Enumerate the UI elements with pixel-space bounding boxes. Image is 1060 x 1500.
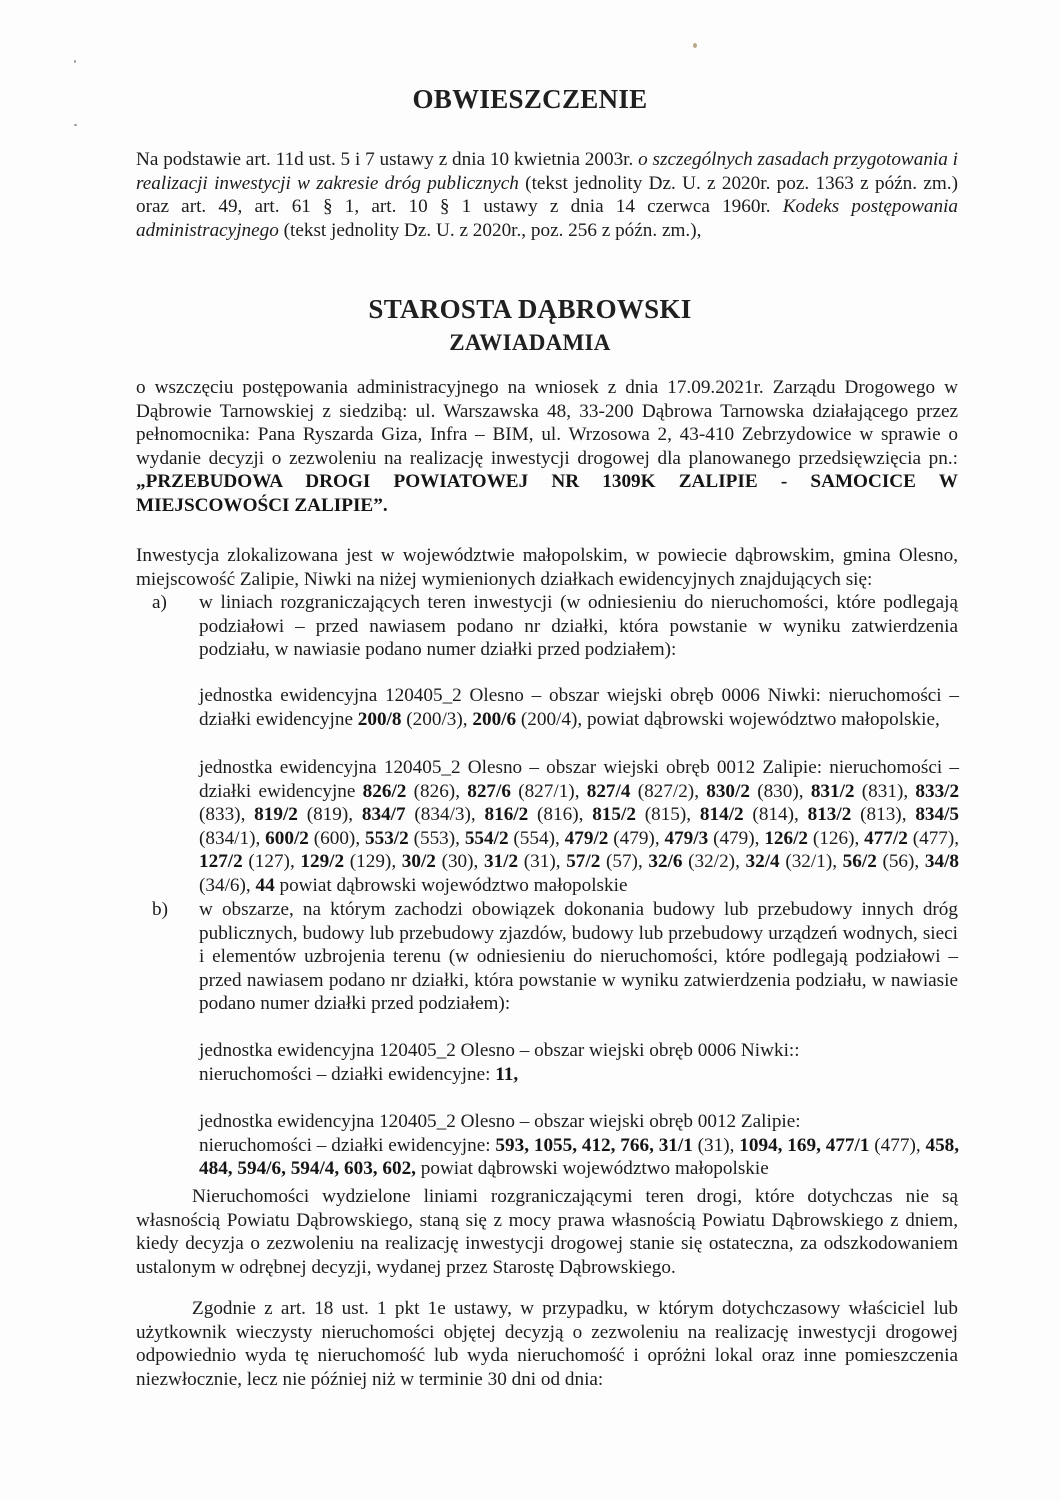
parcel-number: 826/2 — [362, 780, 407, 802]
legal-basis-paragraph — [136, 148, 958, 242]
parcel-previous-number: (554) — [508, 827, 555, 849]
parcel-list-zalipie — [199, 756, 959, 898]
separator: , — [455, 780, 468, 802]
parcel-previous-number: (833) — [199, 804, 241, 826]
separator: , — [854, 827, 865, 849]
parcel-number: 815/2 — [592, 804, 636, 826]
parcel-list-niwki — [199, 684, 959, 731]
separator: , — [255, 827, 266, 849]
parcel-previous-number: (816) — [528, 804, 579, 826]
parcel-number: 56/2 — [842, 851, 877, 873]
parcel-previous-number: (553) — [408, 827, 456, 849]
parcel-previous-number: (834/3) — [405, 804, 471, 826]
item-a-unit-zalipie — [199, 756, 959, 898]
parcel-number: 834/5 — [915, 804, 960, 826]
act-title-kpa: Kodeks postępowania administracyjnego — [136, 196, 958, 241]
parcel-number: 57/2 — [566, 851, 601, 873]
legal-basis-text: (tekst jednolity Dz. U. z 2020r., poz. 256 z późn. zm.), — [278, 219, 702, 241]
parcel-previous-number: (479) — [608, 827, 655, 849]
article-18-text: Zgodnie z art. 18 ust. 1 pkt 1e ustawy, w przypadku, w którym dotychczasowy właściciel lub użytkownik wieczysty nieruchomości objętej decyzją o zezwoleniu na realizację inwestycji drogowej odpowiednio wyda tę nieruchomość lub wyda nieruchomość i opróżni lokal oraz inne pomieszczenia niezwłocznie, lecz nie później niż w terminie 30 dni od dnia: — [136, 1298, 958, 1390]
parcel-previous-number: (827/2) — [630, 780, 695, 802]
parcel-number: 127/2 — [199, 851, 243, 873]
separator: , — [554, 827, 565, 849]
separator: , — [798, 780, 811, 802]
parcel-number: 766, — [620, 1134, 654, 1156]
parcel-number: 479/2 — [564, 827, 609, 849]
separator: , — [348, 804, 362, 826]
parcels-label: jednostka ewidencyjna 120405_2 Olesno – obszar wiejski obręb 0006 Niwki: nieruchomości – działki ewidencyjne — [199, 685, 959, 730]
parcel-number: 32/6 — [648, 851, 683, 873]
parcel-number: 594/4, — [290, 1158, 340, 1180]
separator: , — [574, 780, 587, 802]
legal-basis-text: Na podstawie art. 11d ust. 5 i 7 ustawy z dnia 10 kwietnia 2003r. — [136, 149, 639, 170]
separator: , — [694, 780, 707, 802]
parcel-number: 458, — [925, 1134, 960, 1156]
notice-paragraph — [136, 376, 958, 518]
parcel-number: 44 — [255, 874, 275, 896]
separator: , — [462, 708, 473, 730]
parcel-number: 126/2 — [764, 827, 809, 849]
unit-zalipie-line: jednostka ewidencyjna 120405_2 Olesno – obszar wiejski obręb 0012 Zalipie: — [199, 1111, 801, 1132]
action-heading: ZAWIADAMIA — [449, 330, 611, 355]
legal-basis-text: (tekst jednolity Dz. U. z 2020r. poz. 1363 z późn. zm.) oraz art. 49, art. 61 § 1, art. 10 § 1 ustawy z dnia 14 czerwca 1960r. — [136, 172, 958, 218]
parcel-number: 814/2 — [699, 804, 744, 826]
parcel-previous-number: (477), — [869, 1134, 921, 1156]
item-b — [152, 898, 958, 1016]
parcel-number: 479/3 — [664, 827, 709, 849]
parcel-previous-number: (831) — [854, 780, 904, 802]
document-title: OBWIESZCZENIE — [412, 84, 648, 114]
parcel-number: 30/2 — [401, 851, 436, 873]
parcel-number: 593, — [495, 1134, 529, 1156]
parcel-number: 830/2 — [706, 780, 750, 802]
parcel-number: 1094, — [739, 1134, 783, 1156]
separator: , — [794, 804, 808, 826]
parcel-previous-number: (31) — [518, 851, 556, 873]
parcel-number: 200/8 — [357, 708, 402, 730]
separator: , — [832, 851, 843, 873]
parcel-previous-number: (826) — [406, 780, 456, 802]
parcel-previous-number: (57) — [600, 851, 638, 873]
parcel-previous-number: (200/3) — [401, 708, 463, 730]
parcel-number: 600/2 — [265, 827, 309, 849]
parcel-previous-number: (479) — [708, 827, 755, 849]
item-b-text: w obszarze, na którym zachodzi obowiązek dokonania budowy lub przebudowy innych dróg publicznych, budowy lub przebudowy zjazdów, budowy lub przebudowy urządzeń wodnych, sieci i elementów uzbrojenia terenu (w odniesieniu do nieruchomości, które podlegają podziałowi – przed nawiasem podano nr działki, która powstanie w wyniku zatwierdzenia podziału, w nawiasie podano numer działki przed podziałem): — [199, 899, 958, 1015]
separator: , — [577, 708, 587, 730]
item-b-unit-niwki — [199, 1039, 959, 1086]
parcel-number: 834/7 — [361, 804, 406, 826]
parcel-number: 554/2 — [464, 827, 509, 849]
parcel-previous-number: (600) — [308, 827, 356, 849]
item-a-unit-niwki — [199, 684, 959, 731]
parcel-number: 827/4 — [586, 780, 631, 802]
parcel-number: 602, — [382, 1158, 416, 1180]
authority-heading: STAROSTA DĄBROWSKI — [368, 294, 692, 324]
parcel-previous-number: (31), — [692, 1134, 735, 1156]
parcel-number: 169, — [787, 1134, 821, 1156]
article-18-paragraph — [136, 1297, 958, 1391]
parcel-number: 34/8 — [924, 851, 959, 873]
act-title-roads: o szczególnych zasadach przygotowania i realizacji inwestycji w zakresie dróg publicznych — [136, 149, 958, 194]
location-intro-text: Inwestycja zlokalizowana jest w województwie małopolskim, w powiecie dąbrowskim, gmina Olesno, miejscowość Zalipie, Niwki na niżej wymienionych działkach ewidencyjnych znajdujących się: — [136, 545, 958, 590]
parcel-number: 603, — [344, 1158, 378, 1180]
ownership-paragraph — [136, 1185, 958, 1279]
item-a — [152, 591, 958, 662]
parcel-number: 31/1 — [658, 1134, 693, 1156]
parcel-previous-number: (830) — [749, 780, 799, 802]
parcel-number: 412, — [581, 1134, 616, 1156]
separator: , — [754, 827, 765, 849]
parcels-label: nieruchomości – działki ewidencyjne: — [199, 1063, 496, 1085]
separator: , — [470, 804, 485, 826]
parcel-number: 129/2 — [300, 851, 345, 873]
parcels-suffix: powiat dąbrowski województwo małopolskie, — [586, 708, 940, 730]
parcel-number: 813/2 — [807, 804, 852, 826]
separator: , — [289, 851, 301, 873]
parcels-suffix: powiat dąbrowski województwo małopolskie — [279, 874, 628, 896]
unit-niwki-line: jednostka ewidencyjna 120405_2 Olesno – obszar wiejski obręb 0006 Niwki:: — [199, 1040, 800, 1061]
separator: , — [455, 827, 465, 849]
separator: , — [654, 827, 665, 849]
parcel-number: 31/2 — [483, 851, 519, 873]
project-name: „PRZEBUDOWA DROGI POWIATOWEJ NR 1309K ZALIPIE - SAMOCICE W MIEJSCOWOŚCI ZALIPIE”. — [136, 471, 958, 516]
separator: , — [355, 827, 365, 849]
separator: , — [578, 804, 593, 826]
parcel-number: 553/2 — [365, 827, 409, 849]
parcel-previous-number: (127) — [242, 851, 290, 873]
parcel-previous-number: (814) — [743, 804, 794, 826]
separator: , — [637, 851, 649, 873]
parcel-number: 200/6 — [472, 708, 517, 730]
parcel-number: 816/2 — [484, 804, 529, 826]
parcels-label: jednostka ewidencyjna 120405_2 Olesno – obszar wiejski obręb 0012 Zalipie: nieruchomości – działki ewidencyjne — [199, 757, 959, 802]
separator: , — [240, 804, 255, 826]
parcel-previous-number: (126) — [808, 827, 855, 849]
notice-text: o wszczęciu postępowania administracyjnego na wniosek z dnia 17.09.2021r. Zarządu Drogowego w Dąbrowie Tarnowskiej z siedzibą: ul. Warszawska 48, 33-200 Dąbrowa Tarnowska działającego przez pełnomocnika: Pana Ryszarda Giza, Infra – BIM, ul. Wrzosowa 2, 43-410 Zebrzydowice w sprawie o wydanie decyzji o zezwoleniu na realizację inwestycji drogowej dla planowanego przedsięwzięcia pn.: — [136, 377, 958, 469]
parcel-previous-number: (56) — [876, 851, 915, 873]
parcel-number: 819/2 — [254, 804, 298, 826]
item-a-text: w liniach rozgraniczających teren inwestycji (w odniesieniu do nieruchomości, które podlegają podziałowi – przed nawiasem podano nr działki, która powstanie w wyniku zatwierdzenia podziału, w nawiasie podano numer działki przed podziałem): — [199, 592, 958, 661]
separator: , — [555, 851, 567, 873]
parcel-previous-number: (813) — [851, 804, 902, 826]
ownership-text: Nieruchomości wydzielone liniami rozgraniczającymi teren drogi, które dotychczas nie są własnością Powiatu Dąbrowskiego, staną się z mocy prawa własnością Powiatu Dąbrowskiego z dniem, kiedy decyzja o zezwoleniu na realizację inwestycji drogowej stanie się ostateczna, za odszkodowaniem ustalonym w odrębnej decyzji, wydanej przez Starostę Dąbrowskiego. — [136, 1186, 958, 1278]
parcel-previous-number: (34/6) — [199, 874, 246, 896]
separator: , — [686, 804, 700, 826]
separator: , — [391, 851, 402, 873]
item-b-marker: b) — [152, 899, 168, 920]
parcel-number: 594/6, — [237, 1158, 286, 1180]
parcel-number: 831/2 — [810, 780, 855, 802]
separator: , — [473, 851, 484, 873]
parcel-previous-number: (827/1) — [510, 780, 575, 802]
parcel-previous-number: (32/2) — [682, 851, 736, 873]
location-intro — [136, 544, 958, 591]
separator: , — [245, 874, 256, 896]
parcel-previous-number: (819) — [297, 804, 349, 826]
parcel-previous-number: (477) — [907, 827, 955, 849]
parcel-number: 833/2 — [915, 780, 960, 802]
parcel-previous-number: (200/4) — [516, 708, 578, 730]
parcel-previous-number: (32/1) — [779, 851, 833, 873]
parcel-previous-number: (129) — [344, 851, 392, 873]
item-a-marker: a) — [152, 592, 167, 613]
separator: , — [735, 851, 746, 873]
parcels-label: nieruchomości – działki ewidencyjne: — [199, 1134, 496, 1156]
item-b-unit-zalipie — [199, 1110, 959, 1181]
parcel-number: 827/6 — [467, 780, 511, 802]
separator: , — [914, 851, 925, 873]
scan-speck — [74, 124, 77, 126]
parcel-number: 477/2 — [864, 827, 908, 849]
parcel-number: 11, — [495, 1063, 519, 1085]
parcel-number: 484, — [199, 1158, 233, 1180]
parcels-suffix: powiat dąbrowski województwo małopolskie — [420, 1158, 769, 1180]
parcel-previous-number: (834/1) — [199, 827, 256, 849]
parcel-number: 477/1 — [825, 1134, 870, 1156]
scan-speck — [693, 43, 697, 48]
parcel-previous-number: (30) — [435, 851, 474, 873]
separator: , — [954, 827, 960, 849]
parcel-previous-number: (815) — [635, 804, 687, 826]
parcel-list-zalipie-b — [199, 1134, 959, 1181]
separator: , — [903, 780, 916, 802]
separator: , — [901, 804, 916, 826]
parcel-number: 1055, — [533, 1134, 578, 1156]
parcel-number: 32/4 — [745, 851, 780, 873]
scan-speck — [74, 60, 76, 63]
